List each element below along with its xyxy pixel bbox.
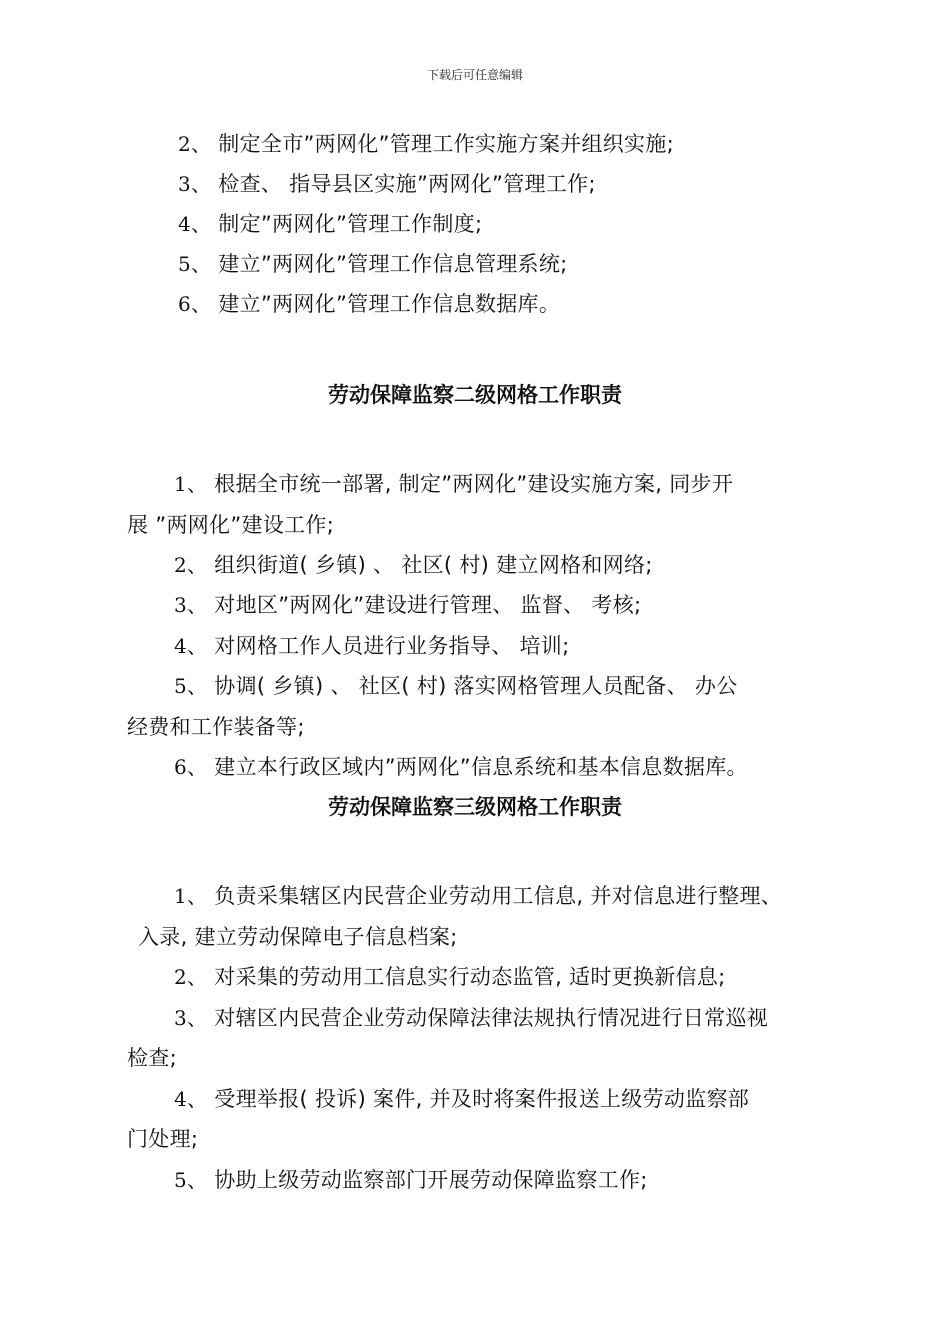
item-text: 负责采集辖区内民营企业劳动用工信息, 并对信息进行整理、 [207,884,783,908]
list-item [178,130,674,158]
list-item [174,470,733,498]
list-item [178,290,560,318]
item-text: 建立”两网化”管理工作信息数据库。 [211,292,561,316]
list-item [174,753,748,781]
list-item-continuation [127,713,305,741]
item-text: 对辖区内民营企业劳动保障法律法规执行情况进行日常巡视 [207,1006,769,1030]
list-item [174,963,726,991]
item-text: 制定”两网化”管理工作制度; [211,212,483,236]
item-text: 门处理; [127,1127,199,1151]
item-text: 制定全市”两网化”管理工作实施方案并组织实施; [211,132,675,156]
item-text: 检查、 指导县区实施”两网化”管理工作; [211,172,596,196]
list-item [174,632,569,660]
list-item [178,210,482,238]
item-text: 建立”两网化”管理工作信息管理系统; [211,252,568,276]
item-number: 4、 [174,1087,208,1111]
item-text: 协助上级劳动监察部门开展劳动保障监察工作; [207,1168,648,1192]
item-number: 4、 [178,212,212,236]
page-header: 下载后可任意编辑 [426,68,523,82]
item-text: 对网格工作人员进行业务指导、 培训; [207,634,570,658]
item-text: 根据全市统一部署, 制定”两网化”建设实施方案, 同步开 [207,472,734,496]
item-text: 检查; [127,1046,177,1070]
item-number: 5、 [174,1168,208,1192]
section-3-title: 劳动保障监察三级网格工作职责 [328,795,622,819]
item-text: 受理举报( 投诉) 案件, 并及时将案件报送上级劳动监察部 [207,1087,750,1111]
list-item [174,882,782,910]
item-number: 3、 [174,1006,208,1030]
item-text: 组织街道( 乡镇) 、 社区( 村) 建立网格和网络; [207,553,653,577]
item-number: 4、 [174,634,208,658]
item-number: 5、 [178,252,212,276]
list-item [178,170,596,198]
item-text: 建立本行政区域内”两网化”信息系统和基本信息数据库。 [207,755,748,779]
item-number: 2、 [178,132,212,156]
list-item [174,1085,749,1113]
item-text: 经费和工作装备等; [127,715,305,739]
list-item [174,672,737,700]
item-number: 3、 [174,593,208,617]
item-number: 5、 [174,674,208,698]
list-item-continuation [127,1125,198,1153]
section-2-title: 劳动保障监察二级网格工作职责 [328,383,622,407]
item-text: 对地区”两网化”建设进行管理、 监督、 考核; [207,593,642,617]
item-text: 展 ”两网化”建设工作; [127,513,335,537]
list-item [178,250,568,278]
item-text: 协调( 乡镇) 、 社区( 村) 落实网格管理人员配备、 办公 [207,674,738,698]
list-item [174,551,653,579]
item-number: 2、 [174,553,208,577]
item-number: 6、 [174,755,208,779]
list-item [174,1166,648,1194]
item-number: 2、 [174,965,208,989]
list-item [174,591,641,619]
list-item-continuation [127,511,334,539]
item-number: 1、 [174,884,208,908]
list-item [174,1004,768,1032]
item-text: 对采集的劳动用工信息实行动态监管, 适时更换新信息; [207,965,726,989]
item-text: 入录, 建立劳动保障电子信息档案; [138,925,458,949]
item-number: 6、 [178,292,212,316]
list-item-continuation [127,1044,177,1072]
item-number: 3、 [178,172,212,196]
item-number: 1、 [174,472,208,496]
list-item-continuation [138,923,458,951]
